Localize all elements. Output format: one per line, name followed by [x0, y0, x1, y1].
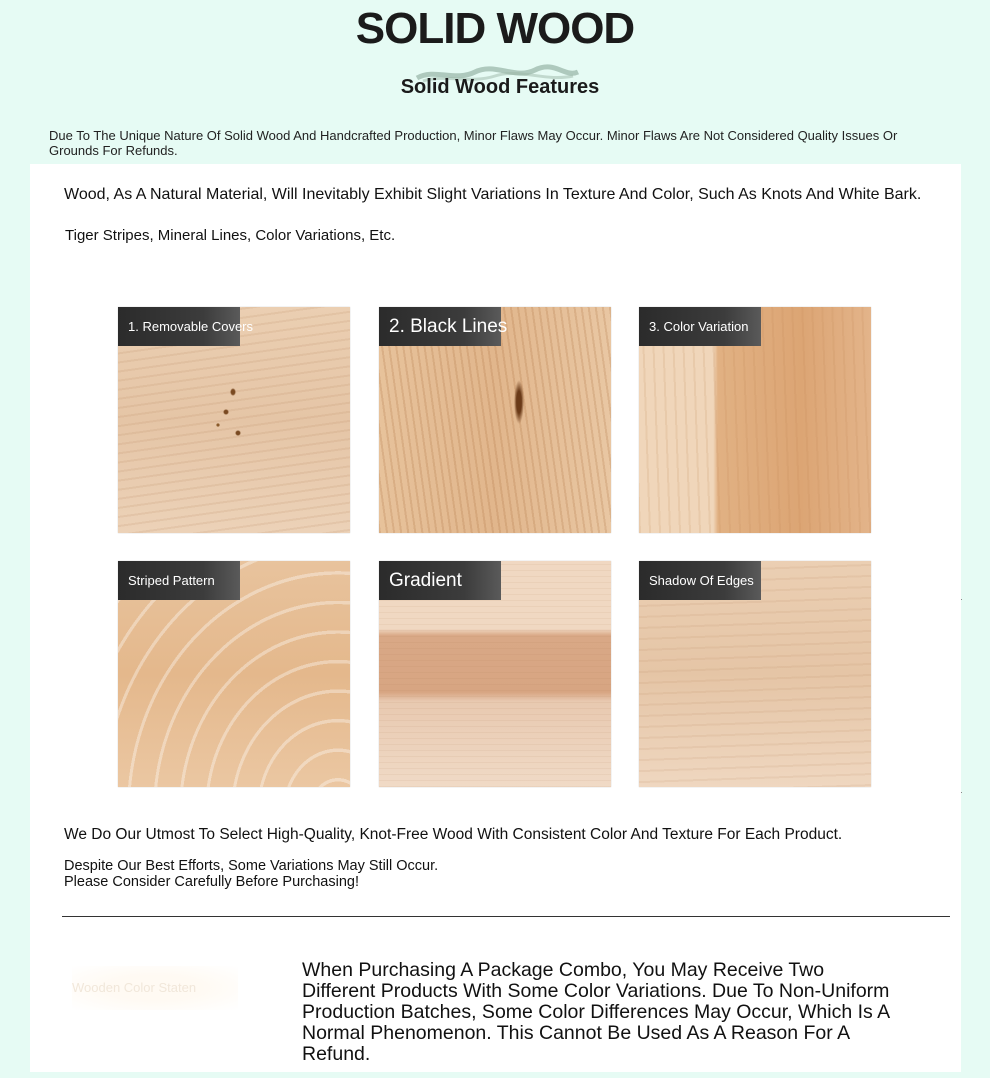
variation-line: Please Consider Carefully Before Purchasing!	[64, 874, 359, 890]
feature-tile-striped-pattern	[118, 561, 350, 787]
intro-text: Wood, As A Natural Material, Will Inevitably Exhibit Slight Variations In Texture And Color, Such As Knots And White Bark.	[64, 186, 922, 203]
section-subtitle: Solid Wood Features	[400, 76, 600, 98]
variation-line: Despite Our Best Efforts, Some Variations May Still Occur.	[64, 858, 439, 874]
page-title: SOLID WOOD	[355, 4, 635, 53]
watermark-text: Wooden Color Staten	[72, 980, 197, 995]
wooden-color-statement-image	[72, 966, 238, 1010]
feature-tile-gradient	[379, 561, 611, 787]
feature-tile-color-variation	[639, 307, 871, 533]
feature-label: Striped Pattern	[118, 561, 240, 600]
features-card	[30, 164, 961, 1072]
feature-label: 3. Color Variation	[639, 307, 761, 346]
quality-statement: We Do Our Utmost To Select High-Quality, Knot-Free Wood With Consistent Color And Texture For Each Product.	[64, 826, 843, 843]
flaw-notice: Due To The Unique Nature Of Solid Wood And Handcrafted Production, Minor Flaws May Occur. Minor Flaws Are Not Considered Quality Issues Or Grounds For Refunds.	[49, 128, 898, 158]
feature-tile-black-lines	[379, 307, 611, 533]
variation-warning	[64, 858, 438, 890]
feature-label: Shadow Of Edges	[639, 561, 761, 600]
section-divider	[62, 916, 950, 917]
feature-label: 1. Removable Covers	[118, 307, 240, 346]
intro-subtext: Tiger Stripes, Mineral Lines, Color Variations, Etc.	[65, 227, 396, 244]
feature-label: Gradient	[379, 561, 501, 600]
combo-variation-notice: When Purchasing A Package Combo, You May Receive Two Different Products With Some Color Variations. Due To Non-Uniform Production Batches, Some Color Differences May Occur, Which Is A Normal Phenomenon. This Cannot Be Used As A Reason For A Refund.	[302, 959, 890, 1065]
feature-tile-shadow-of-edges	[639, 561, 871, 787]
feature-label: 2. Black Lines	[379, 307, 501, 346]
feature-tile-removable-covers	[118, 307, 350, 533]
